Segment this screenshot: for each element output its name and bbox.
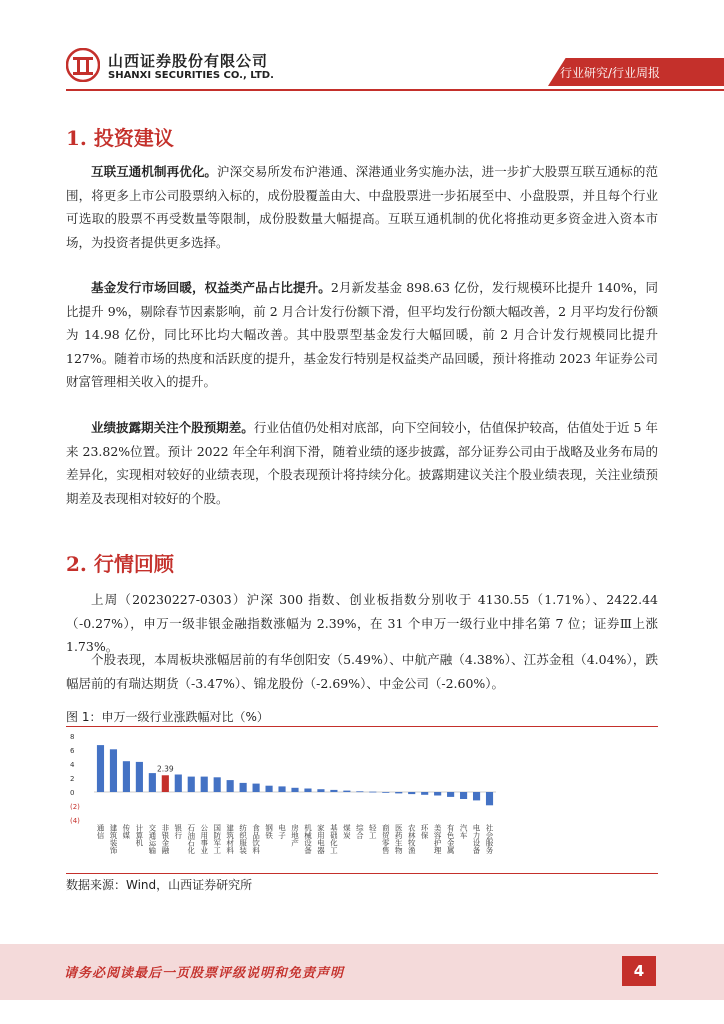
y-tick-label: 4	[70, 761, 75, 769]
figure-top-rule	[66, 726, 658, 727]
paragraph-stock-performance: 个股表现，本周板块涨幅居前的有华创阳安（5.49%）、中航产融（4.38%）、江苏金租（4.04%），跌幅居前的有瑞达期货（-3.47%）、锦龙股份（-2.69%）、中金公司（-2.60%）。	[66, 652, 658, 691]
x-category-label: 通信	[95, 824, 105, 839]
x-category-label: 家用电器	[316, 824, 326, 854]
x-category-label: 国防军工	[212, 824, 222, 854]
bar-27	[434, 792, 441, 796]
x-category-label: 银行	[173, 824, 183, 839]
section-1-title: 1. 投资建议	[66, 126, 174, 150]
x-category-label: 纺织服装	[238, 824, 248, 854]
paragraph-interconnect	[66, 160, 658, 254]
bar-8	[188, 777, 195, 792]
x-category-label: 有色金属	[446, 824, 456, 854]
header-divider	[66, 89, 724, 91]
bar-14	[265, 786, 272, 792]
industry-change-bar-chart	[66, 730, 658, 872]
x-category-label: 社会服务	[485, 824, 495, 854]
paragraph-interconnect-body: 沪深交易所发布沪港通、深港通业务实施办法，进一步扩大股票互联互通标的范围，将更多上市公司股票纳入标的，成份股覆盖由大、中盘股票进一步拓展至中、小盘股票，并且每个行业可选取的股票不再受数量等限制，成份股数量大幅提高。互联互通机制的优化将推动更多资金进入资本市场，为投资者提供更多选择。	[66, 164, 658, 250]
bar-31	[486, 792, 493, 805]
x-category-label: 基础化工	[329, 824, 339, 854]
x-category-label: 汽车	[459, 824, 469, 839]
bar-22	[369, 792, 376, 793]
bar-20	[343, 791, 350, 792]
y-tick-label: 2	[70, 775, 75, 783]
report-type-label: 行业研究/行业周报	[560, 66, 661, 80]
y-tick-label: 0	[70, 789, 75, 797]
figure-bottom-rule	[66, 873, 658, 874]
bar-24	[395, 792, 402, 793]
section-2-title: 2. 行情回顾	[66, 552, 174, 576]
x-category-label: 石油石化	[186, 824, 196, 854]
disclaimer-note: 请务必阅读最后一页股票评级说明和免责声明	[64, 966, 345, 981]
x-category-label: 公用事业	[199, 824, 209, 854]
y-tick-label: (2)	[70, 803, 80, 811]
bar-11	[227, 780, 234, 792]
paragraph-fund-issuance-body: 2月新发基金 898.63 亿份，发行规模环比提升 140%，同比提升 9%，剔除春节因素影响，前 2 月合计发行份额下滑，但平均发行份额大幅改善，2 月平均发行份额为 14.98 亿份，同比环比均大幅改善。其中股票型基金发行大幅回暖，前 2 月合计发行规模同比提升 127%。随着市场的热度和活跃度的提升，基金发行特别是权益类产品回暖，预计将推动 2023 年证券公司财富管理相关收入的提升。	[66, 280, 658, 389]
x-category-label: 电力设备	[472, 824, 482, 854]
bar-15	[278, 786, 285, 792]
bar-28	[447, 792, 454, 797]
figure-title: 图 1：申万一级行业涨跌幅对比（%）	[66, 710, 269, 724]
paragraph-earnings-heading: 业绩披露期关注个股预期差。	[91, 420, 254, 435]
bar-26	[421, 792, 428, 795]
x-category-label: 医药生物	[394, 824, 404, 854]
bar-25	[408, 792, 415, 794]
bar-23	[382, 792, 389, 793]
y-tick-label: 8	[70, 733, 75, 741]
figure-source: 数据来源：Wind，山西证券研究所	[66, 878, 253, 892]
bar-16	[291, 788, 298, 792]
x-category-label: 建筑装饰	[108, 824, 118, 854]
x-category-label: 交通运输	[147, 824, 157, 854]
bar-12	[240, 783, 247, 792]
x-category-label: 电子	[277, 824, 287, 839]
x-category-label: 传媒	[121, 824, 131, 839]
x-category-label: 建筑材料	[225, 824, 235, 854]
bar-17	[304, 789, 311, 793]
bar-3	[123, 761, 130, 792]
company-name-cn: 山西证券股份有限公司	[108, 52, 269, 70]
paragraph-market-review: 上周（20230227-0303）沪深 300 指数、创业板指数分别收于 4130.55（1.71%）、2422.44（-0.27%），申万一级非银金融指数涨幅为 2.39%，在 31 个申万一级行业中排名第 7 位；证券Ⅲ上涨 1.73%。	[66, 592, 658, 654]
x-category-label: 非银金融	[160, 824, 170, 854]
x-category-label: 房地产	[290, 824, 300, 847]
highlight-data-label: 2.39	[156, 764, 174, 774]
paragraph-fund-issuance-heading: 基金发行市场回暖，权益类产品占比提升。	[91, 280, 331, 295]
x-category-label: 钢铁	[264, 824, 274, 839]
paragraph-interconnect-heading: 互联互通机制再优化。	[91, 164, 218, 179]
company-name-en: SHANXI SECURITIES CO., LTD.	[108, 70, 274, 81]
paragraph-earnings-body: 行业估值仍处相对底部，向下空间较小，估值保护较高，估值处于近 5 年来 23.82%位置。预计 2022 年全年利润下滑，随着业绩的逐步披露，部分证券公司由于战略及业务布局的差异化，实现相对较好的业绩表现，个股表现预计将持续分化。披露期建议关注个股业绩表现，关注业绩预期差及表现相对较好的个股。	[66, 420, 658, 506]
paragraph-fund-issuance	[66, 276, 658, 394]
x-category-label: 农林牧渔	[407, 824, 417, 854]
x-category-label: 综合	[355, 824, 365, 839]
bar-18	[317, 789, 324, 792]
x-category-label: 煤炭	[342, 824, 352, 839]
company-logo-icon	[66, 48, 100, 82]
y-tick-label: 6	[70, 747, 75, 755]
x-category-label: 机械设备	[303, 824, 313, 854]
paragraph-earnings	[66, 416, 658, 510]
bar-2	[110, 749, 117, 792]
bar-30	[473, 792, 480, 800]
x-category-label: 美容护理	[433, 824, 443, 854]
bar-4	[136, 762, 143, 792]
bar-6	[162, 775, 169, 792]
page-header	[0, 0, 724, 100]
bar-19	[330, 790, 337, 792]
x-category-label: 环保	[420, 824, 430, 839]
bar-9	[201, 777, 208, 792]
page-number: 4	[622, 956, 656, 986]
bar-10	[214, 777, 221, 792]
x-category-label: 计算机	[134, 824, 144, 847]
x-category-label: 轻工	[368, 824, 378, 839]
bar-5	[149, 773, 156, 792]
bar-1	[97, 745, 104, 792]
bar-13	[253, 784, 260, 792]
bar-7	[175, 775, 182, 793]
y-tick-label: (4)	[70, 817, 80, 825]
x-category-label: 商贸零售	[381, 824, 391, 854]
bar-21	[356, 791, 363, 792]
bar-29	[460, 792, 467, 799]
x-category-label: 食品饮料	[251, 824, 261, 854]
